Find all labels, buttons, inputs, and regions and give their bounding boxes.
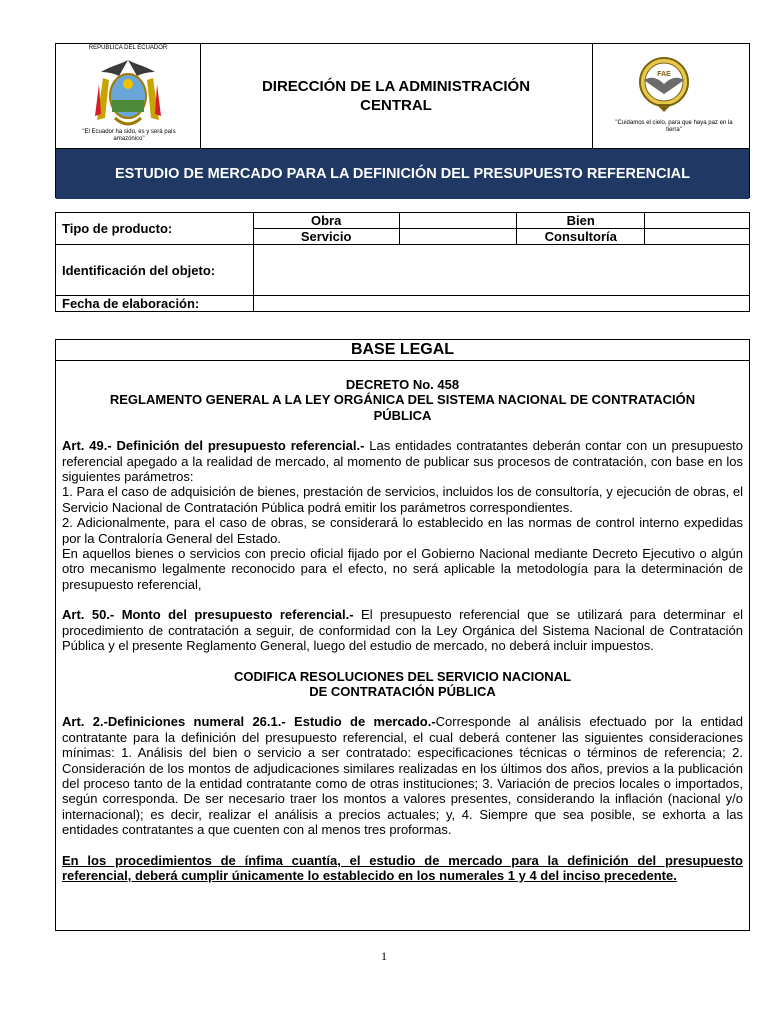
obra-label: Obra <box>253 213 399 229</box>
codifica-title-2: DE CONTRATACIÓN PÚBLICA <box>309 683 496 699</box>
page-number: 1 <box>381 949 387 963</box>
art49-point-2: 2. Adicionalmente, para el caso de obras, se considerará lo establecido en las normas de control interno expedidas por la Contraloría General del Estado. <box>62 515 743 546</box>
fae-caption: "Cuidamos el cielo, para que haya paz en la tierra" <box>615 120 733 133</box>
banner-title: ESTUDIO DE MERCADO PARA LA DEFINICIÓN DEL PRESUPUESTO REFERENCIAL <box>56 148 749 199</box>
art49-title: Art. 49.- Definición del presupuesto referencial.- <box>62 438 365 454</box>
reglamento-title: REGLAMENTO GENERAL A LA LEY ORGÁNICA DEL SISTEMA NACIONAL DE CONTRATACIÓN PÚBLICA <box>109 392 696 423</box>
decreto-title: DECRETO No. 458 <box>345 377 460 392</box>
page-title: DIRECCIÓN DE LA ADMINISTRACIÓN CENTRAL <box>200 44 593 148</box>
final-note: En los procedimientos de ínfima cuantía, el estudio de mercado para la definición del presupuesto referencial, deberá cumplir únicamente lo establecido en los numerales 1 y 4 del inciso precedente. <box>62 852 743 883</box>
art49-text: Las entidades contratantes deberán contar con un presupuesto referencial apegado a la realidad de mercado, al momento de publicar sus procesos de contratación, con base en los siguientes parámetros: <box>62 438 743 485</box>
art50-title: Art. 50.- Monto del presupuesto referencial.- <box>62 607 354 623</box>
art2-paragraph <box>62 714 743 837</box>
logo-caption: "El Ecuador ha sido, es y será país amazónico" <box>82 129 176 142</box>
art50-text: El presupuesto referencial que se utilizará para determinar el procedimiento de contratación a seguir, de conformidad con la Ley Orgánica del Sistema Nacional de Contratación Pública y el presente Reglamento General, luego del estudio de mercado, no deberá incluir impuestos. <box>62 607 744 654</box>
base-legal-heading: BASE LEGAL <box>56 340 749 361</box>
art49-point-1: 1. Para el caso de adquisición de bienes, prestación de servicios, incluidos los de consultoría, y ejecución de obras, el Servicio Nacional de Contratación Pública podrá emitir los parámetros correspondientes. <box>62 484 743 515</box>
tipo-producto-label: Tipo de producto: <box>56 213 254 245</box>
fae-logo-text: FAE <box>657 71 671 78</box>
form-table <box>55 212 750 312</box>
bien-label: Bien <box>517 213 645 229</box>
ecuador-coat-of-arms-logo <box>56 44 201 148</box>
art50-paragraph <box>62 607 743 653</box>
fae-logo <box>593 44 749 148</box>
codifica-title-1: CODIFICA RESOLUCIONES DEL SERVICIO NACIONAL <box>233 668 572 684</box>
bien-field[interactable] <box>645 213 750 229</box>
servicio-field[interactable] <box>399 229 517 245</box>
base-legal-section <box>55 339 750 931</box>
servicio-label: Servicio <box>253 229 399 245</box>
document-header <box>55 43 750 198</box>
fecha-label: Fecha de elaboración: <box>56 296 254 312</box>
fecha-field[interactable] <box>253 296 749 312</box>
art2-text: Corresponde al análisis efectuado por la entidad contratante para la definición del presupuesto referencial, el cual deberá contener las siguientes consideraciones mínimas: 1. Análisis del bien o servicio a ser contratado: especificaciones técnicas o términos de referencia; 2. Consideración de los montos de adjudicaciones similares realizadas en los últimos dos años, previos a la publicación del proceso tanto de la entidad contratante como de otras instituciones; 3. Variación de precios locales o importados, según corresponda. De ser necesario traer los montos a valores presentes, considerando la inflación (nacional y/o internacional); es decir, realizar el análisis a precios actuales; y, 4. Siempre que sea posible, se exhorta a las entidades contratantes a que cuenten con al menos tres proformas. <box>62 714 743 838</box>
art49-note: En aquellos bienes o servicios con precio oficial fijado por el Gobierno Nacional mediante Decreto Ejecutivo o algún otro mecanismo legalmente reconocido para el efecto, no será aplicable la metodología para la determinación de presupuesto referencial, <box>62 546 743 592</box>
coat-of-arms-icon <box>93 58 163 130</box>
consultoria-field[interactable] <box>645 229 750 245</box>
consultoria-label: Consultoría <box>517 229 645 245</box>
identificacion-label: Identificación del objeto: <box>56 245 254 296</box>
obra-field[interactable] <box>399 213 517 229</box>
art49-paragraph <box>62 438 743 484</box>
identificacion-field[interactable] <box>253 245 749 296</box>
art2-title: Art. 2.-Definiciones numeral 26.1.- Estudio de mercado.- <box>62 714 436 730</box>
logo-top-text: REPÚBLICA DEL ECUADOR <box>88 45 168 51</box>
fae-emblem-icon <box>636 54 692 114</box>
